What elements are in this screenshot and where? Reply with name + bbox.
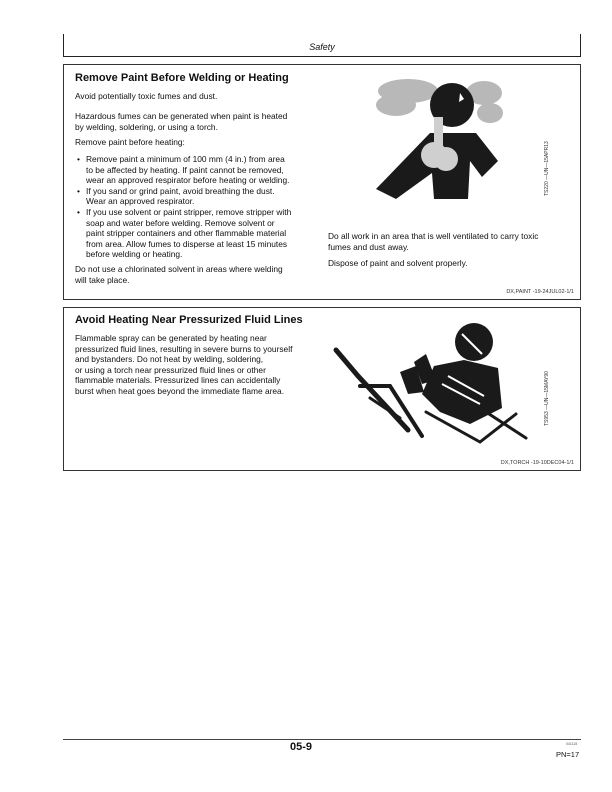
section-remove-paint (63, 64, 581, 300)
text-line: or using a torch near pressurized fluid lines or other (75, 364, 266, 375)
bullet-item (75, 186, 291, 207)
closing-paragraph (75, 264, 283, 285)
document-code: DX,PAINT -19-24JUL02-1/1 (506, 289, 574, 295)
running-head: Safety (309, 42, 335, 52)
text-line: pressurized fluid lines, resulting in severe burns to yourself (75, 343, 293, 354)
torch-paragraph (75, 333, 292, 397)
text-line: • If you use solvent or paint stripper, remove stripper with (86, 206, 292, 217)
text-line: soap and water before welding. Remove solvent or (86, 217, 275, 228)
head (455, 323, 493, 361)
text-line: Flammable spray can be generated by heating near (75, 333, 267, 343)
toxic-fumes-illustration (372, 75, 504, 205)
text-line: to be affected by heating. If paint cannot be removed, (86, 164, 284, 175)
text-line: from area. Allow fumes to disperse at least 15 minutes (86, 238, 288, 249)
text-line: and bystanders. Do not heat by welding, soldering, (75, 354, 264, 365)
text-line: Remove paint before heating: (75, 137, 185, 147)
text-line: Do all work in an area that is well ventilated to carry toxic (328, 231, 539, 241)
bullet-item (75, 154, 291, 186)
fluid-line (336, 350, 408, 430)
header-rule-bottom (63, 56, 581, 57)
text-line: Dispose of paint and solvent properly. (328, 258, 468, 268)
figure-code: TS220 —UN—15APR13 (544, 141, 550, 196)
bullet-list (75, 154, 291, 260)
text-line: paint stripper containers and other flammable material (86, 228, 287, 239)
dispose-paragraph (328, 258, 468, 269)
section-title: Remove Paint Before Welding or Heating (75, 72, 289, 84)
ventilation-paragraph (328, 231, 538, 252)
figure-code: TS953 —UN—15MAY90 (544, 371, 550, 426)
section-title: Avoid Heating Near Pressurized Fluid Lines (75, 314, 303, 326)
text-line: • Remove paint a minimum of 100 mm (4 in.) from area (86, 154, 285, 164)
page-number: 05-9 (290, 741, 313, 753)
text-line: will take place. (75, 274, 130, 285)
print-code: 041115 (566, 742, 578, 746)
intro-text (75, 91, 217, 102)
pn-label: PN=17 (556, 750, 580, 759)
text-line: Do not use a chlorinated solvent in areas where welding (75, 264, 283, 274)
remove-paint-lead (75, 137, 185, 148)
text-line: Wear an approved respirator. (86, 196, 195, 207)
text-line: Hazardous fumes can be generated when paint is heated (75, 111, 288, 121)
section-pressurized-lines (63, 307, 581, 471)
text-line: by welding, soldering, or using a torch. (75, 121, 218, 132)
text-line: • If you sand or grind paint, avoid breathing the dust. (86, 185, 275, 196)
footer-rule (63, 739, 581, 740)
text-line: burst when heat goes beyond the immediate flame area. (75, 385, 285, 396)
document-code: DX,TORCH -19-10DEC04-1/1 (500, 460, 574, 466)
text-line: wear an approved respirator before heating or welding. (86, 175, 290, 186)
text-line: Avoid potentially toxic fumes and dust. (75, 91, 218, 101)
text-line: fumes and dust away. (328, 241, 409, 252)
bullet-item (75, 207, 291, 260)
text-line: flammable materials. Pressurized lines can accidentally (75, 375, 281, 386)
burst-fluid-line-illustration (330, 314, 536, 444)
text-line: before welding or heating. (86, 249, 183, 260)
hazard-paragraph (75, 111, 287, 132)
